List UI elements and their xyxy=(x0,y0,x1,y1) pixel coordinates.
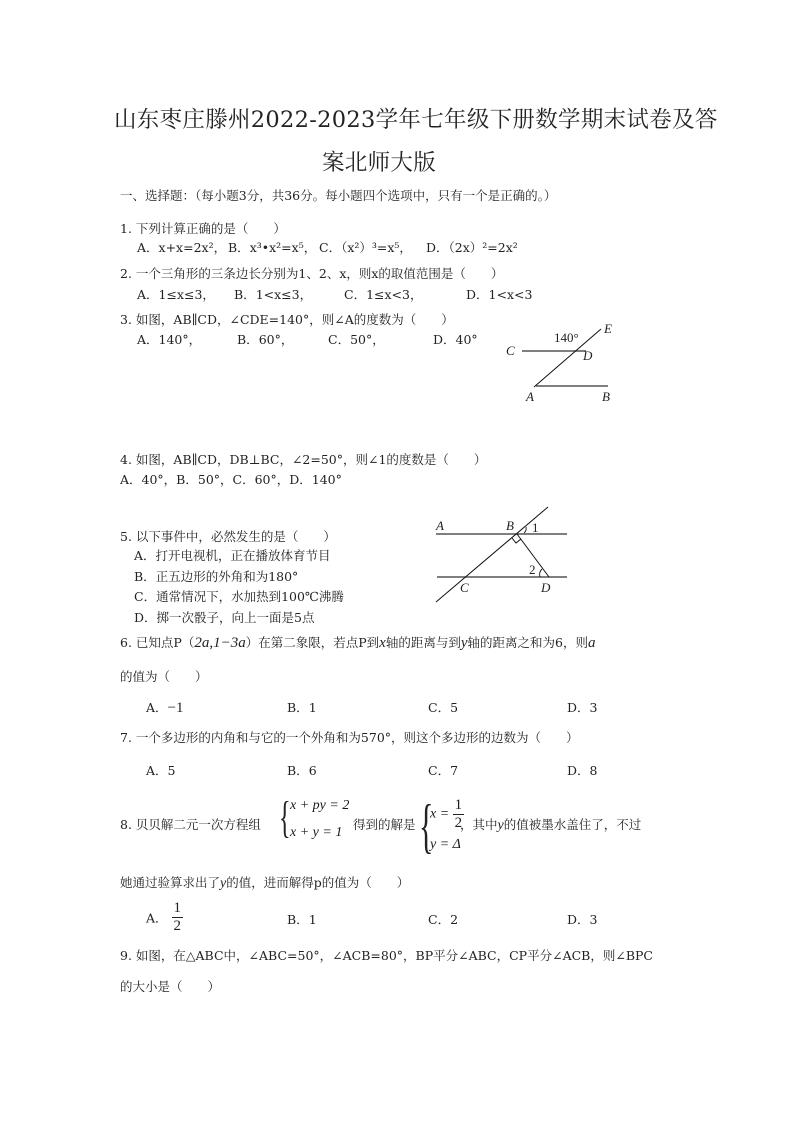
option-a: A．5 xyxy=(146,763,176,778)
page-title-line1: 山东枣庄滕州2022-2023学年七年级下册数学期末试卷及答 xyxy=(114,107,718,133)
question-stem: 4. 如图，AB∥CD，DB⊥BC，∠2=50°，则∠1的度数是（ ） xyxy=(120,452,487,467)
point-label-e: E xyxy=(604,321,612,336)
option-c: C．通常情况下，水加热到100℃沸腾 xyxy=(134,589,344,604)
option-b: B．正五边形的外角和为180° xyxy=(134,569,299,584)
option-b: B．1 xyxy=(287,700,317,715)
section-heading: 一、选择题：（每小题3分，共36分。每小题四个选项中，只有一个是正确的。） xyxy=(120,188,557,203)
fraction-one-half: $\frac{1}{2}$ xyxy=(454,797,463,831)
option-c: C．50°， xyxy=(328,332,385,347)
option-d: D．40° xyxy=(433,332,478,347)
option-a: A．1≤x≤3， xyxy=(137,287,215,302)
point-label-a: A xyxy=(436,518,444,533)
option-c: C．（x²）³=x⁵， xyxy=(319,240,412,255)
page-title-line2: 案北师大版 xyxy=(322,150,437,176)
system-equation-1: x + py = 2 xyxy=(290,798,350,813)
question-stem: 9. 如图，在△ABC中，∠ABC=50°，∠ACB=80°，BP平分∠ABC，CP平分∠ACB，则∠BPC xyxy=(120,948,653,963)
option-d: D．（2x）²=2x² xyxy=(426,240,518,255)
option-a: A．−1 xyxy=(146,700,184,716)
angle-label-2: 2 xyxy=(529,562,536,577)
question-stem: 6. 已知点P（2a,1−3a）在第二象限，若点P到x轴的距离与到y轴的距离之和为6，则a xyxy=(120,635,596,651)
option-b: B．6 xyxy=(287,763,317,778)
angle-label-1: 1 xyxy=(532,520,539,535)
question-stem-part3: ，其中y的值被墨水盖住了，不过 xyxy=(460,817,642,833)
question-stem: 3. 如图，AB∥CD，∠CDE=140°，则∠A的度数为（ ） xyxy=(120,312,454,327)
question-stem: 2. 一个三角形的三条边长分别为1、2、x，则x的取值范围是（ ） xyxy=(120,266,504,281)
options-line: A．40°，B．50°，C．60°，D．140° xyxy=(120,472,342,487)
option-d: D．3 xyxy=(567,912,598,927)
solution-x: x = $\frac{1}{2}$ xyxy=(430,797,463,831)
solution-y: y = Δ xyxy=(430,837,461,852)
option-b: B．60°， xyxy=(237,332,294,347)
question-stem-part1: 8. 贝贝解二元一次方程组 xyxy=(120,817,261,832)
fraction-one-half: $\frac{1}{2}$ xyxy=(173,900,182,934)
option-d: D．3 xyxy=(567,700,598,715)
point-label-c: C xyxy=(506,343,515,358)
point-label-d: D xyxy=(541,580,551,595)
option-b: B．1<x≤3， xyxy=(234,287,313,302)
option-d: D．掷一次骰子，向上一面是5点 xyxy=(134,610,315,625)
option-a: A．x+x=2x²， xyxy=(137,240,227,255)
point-label-d: D xyxy=(583,348,593,363)
option-a: A．打开电视机，正在播放体育节目 xyxy=(134,548,331,563)
parallel-lines-figure-q4 xyxy=(420,500,580,610)
angle-label-140: 140° xyxy=(554,330,579,345)
question-stem: 7. 一个多边形的内角和与它的一个外角和为570°，则这个多边形的边数为（ ） xyxy=(120,730,579,745)
option-b: B．1 xyxy=(287,912,317,927)
option-c: C．7 xyxy=(428,763,459,778)
point-label-c: C xyxy=(460,580,469,595)
question-stem: 5. 以下事件中，必然发生的是（ ） xyxy=(120,529,336,544)
option-d: D．8 xyxy=(567,763,598,778)
solution-brace: { xyxy=(419,793,434,859)
question-stem-line2: 她通过验算求出了y的值，进而解得p的值为（ ） xyxy=(120,875,410,891)
point-label-b: B xyxy=(602,389,610,404)
parallel-lines-figure-q3 xyxy=(490,310,630,410)
question-stem-part2: 得到的解是 xyxy=(353,817,416,832)
option-c: C．2 xyxy=(428,912,459,927)
option-a: A．140°， xyxy=(137,332,202,347)
point-label-a: A xyxy=(526,389,534,404)
option-d: D．1<x<3 xyxy=(466,287,533,302)
option-c: C．5 xyxy=(428,700,459,715)
option-a: A． $\frac{1}{2}$ xyxy=(146,900,182,934)
question-stem-line2: 的值为（ ） xyxy=(120,669,208,684)
system-brace: { xyxy=(279,793,291,842)
point-label-b: B xyxy=(506,518,514,533)
option-b: B．x³•x²=x⁵， xyxy=(228,240,317,255)
system-equation-2: x + y = 1 xyxy=(290,825,343,840)
question-stem: 1. 下列计算正确的是（ ） xyxy=(120,221,286,236)
option-c: C．1≤x<3， xyxy=(344,287,423,302)
question-stem-line2: 的大小是（ ） xyxy=(120,979,221,994)
